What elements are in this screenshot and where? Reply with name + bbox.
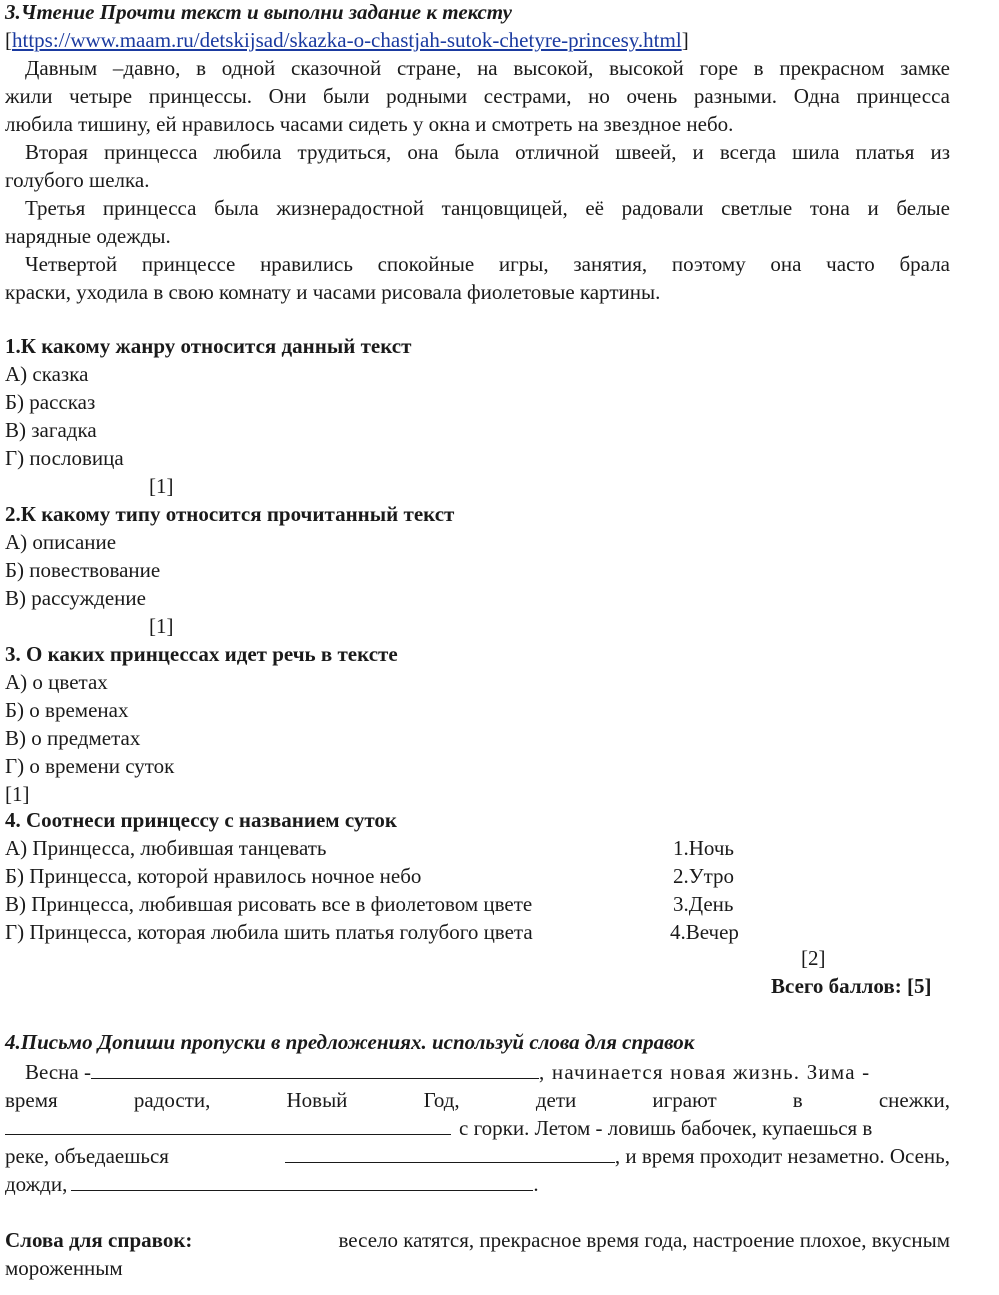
fill-word: Новый — [286, 1088, 348, 1112]
story-line: Вторая принцесса любила трудиться, она была отличной швеей, и всегда шила платья из — [25, 140, 950, 164]
fill-word: играют — [652, 1088, 717, 1112]
fill-line-2 — [5, 1086, 950, 1114]
blank-1[interactable] — [91, 1060, 539, 1079]
question-1-score: [1] — [149, 474, 174, 498]
question-1-title: 1.К какому жанру относится данный текст — [5, 334, 412, 358]
fill-text: , и время проходит незаметно. Осень, — [614, 1144, 950, 1168]
fill-line-4 — [5, 1142, 950, 1170]
help-words-text-2: мороженным — [5, 1256, 123, 1280]
story-line: краски, уходила в свою комнату и часами рисовала фиолетовые картины. — [5, 280, 661, 304]
fill-text: с горки. Летом - ловишь бабочек, купаешься в — [459, 1116, 873, 1140]
fill-word: Год, — [423, 1088, 460, 1112]
match-left-item: Б) Принцесса, которой нравилось ночное небо — [5, 864, 422, 888]
fill-word: в — [792, 1088, 803, 1112]
match-right-item: 1.Ночь — [673, 836, 735, 860]
question-3-score: [1] — [5, 782, 30, 806]
answer-option: В) загадка — [5, 418, 97, 442]
help-words-text: весело катятся, прекрасное время года, настроение плохое, вкусным — [338, 1228, 950, 1252]
answer-option: В) рассуждение — [5, 586, 146, 610]
answer-option: Б) о временах — [5, 698, 129, 722]
total-score: Всего баллов: [5] — [771, 974, 932, 998]
source-link[interactable]: https://www.maam.ru/detskijsad/skazka-o-chastjah-sutok-chetyre-princesy.html — [12, 28, 682, 52]
story-line: жили четыре принцессы. Они были родными сестрами, но очень разными. Одна принцесса — [5, 84, 950, 108]
question-2-title: 2.К какому типу относится прочитанный текст — [5, 502, 455, 526]
blank-3[interactable] — [285, 1144, 615, 1163]
section-3-heading: 3.Чтение Прочти текст и выполни задание к тексту — [5, 0, 512, 24]
match-left-item: Г) Принцесса, которая любила шить платья голубого цвета — [5, 920, 533, 944]
fill-text: Весна - — [25, 1060, 91, 1084]
story-line: нарядные одежды. — [5, 224, 171, 248]
fill-word: дети — [535, 1088, 577, 1112]
question-4-score: [2] — [801, 946, 826, 970]
answer-option: А) описание — [5, 530, 117, 554]
match-right-item: 2.Утро — [673, 864, 735, 888]
fill-word: снежки, — [878, 1088, 950, 1112]
question-2-score: [1] — [149, 614, 174, 638]
question-4-title: 4. Соотнеси принцессу с названием суток — [5, 808, 398, 832]
match-right-item: 3.День — [673, 892, 734, 916]
answer-option: Б) повествование — [5, 558, 161, 582]
answer-option: А) о цветах — [5, 670, 108, 694]
match-right-item: 4.Вечер — [670, 920, 739, 944]
story-line: Давным –давно, в одной сказочной стране, на высокой, высокой горе в прекрасном замке — [25, 56, 950, 80]
source-link-line — [5, 26, 689, 54]
blank-2[interactable] — [5, 1116, 451, 1135]
fill-word: радости, — [133, 1088, 211, 1112]
match-left-item: В) Принцесса, любившая рисовать все в фиолетовом цвете — [5, 892, 533, 916]
fill-text: , начинается новая жизнь. Зима - — [538, 1060, 871, 1084]
fill-word: время — [5, 1088, 58, 1112]
fill-line-1 — [25, 1058, 870, 1086]
help-words-line — [5, 1226, 950, 1254]
question-3-title: 3. О каких принцессах идет речь в тексте — [5, 642, 398, 666]
blank-4[interactable] — [71, 1172, 533, 1191]
help-words-label: Слова для справок: — [5, 1228, 193, 1252]
fill-text: . — [533, 1172, 539, 1196]
answer-option: Г) пословица — [5, 446, 124, 470]
answer-option: Г) о времени суток — [5, 754, 175, 778]
story-line: голубого шелка. — [5, 168, 150, 192]
fill-text: реке, объедаешься — [5, 1144, 169, 1168]
link-bracket-open: [ — [5, 28, 12, 52]
match-left-item: А) Принцесса, любившая танцевать — [5, 836, 327, 860]
answer-option: А) сказка — [5, 362, 89, 386]
answer-option: Б) рассказ — [5, 390, 96, 414]
story-line: любила тишину, ей нравилось часами сидеть у окна и смотреть на звездное небо. — [5, 112, 734, 136]
answer-option: В) о предметах — [5, 726, 141, 750]
story-line: Третья принцесса была жизнерадостной танцовщицей, её радовали светлые тона и белые — [25, 196, 950, 220]
story-line: Четвертой принцессе нравились спокойные игры, занятия, поэтому она часто брала — [25, 252, 950, 276]
section-4-heading: 4.Письмо Допиши пропуски в предложениях. используй слова для справок — [5, 1030, 695, 1054]
fill-line-3 — [5, 1114, 872, 1142]
fill-text: дожди, — [5, 1172, 68, 1196]
link-bracket-close: ] — [681, 28, 689, 52]
fill-line-5 — [5, 1170, 539, 1198]
